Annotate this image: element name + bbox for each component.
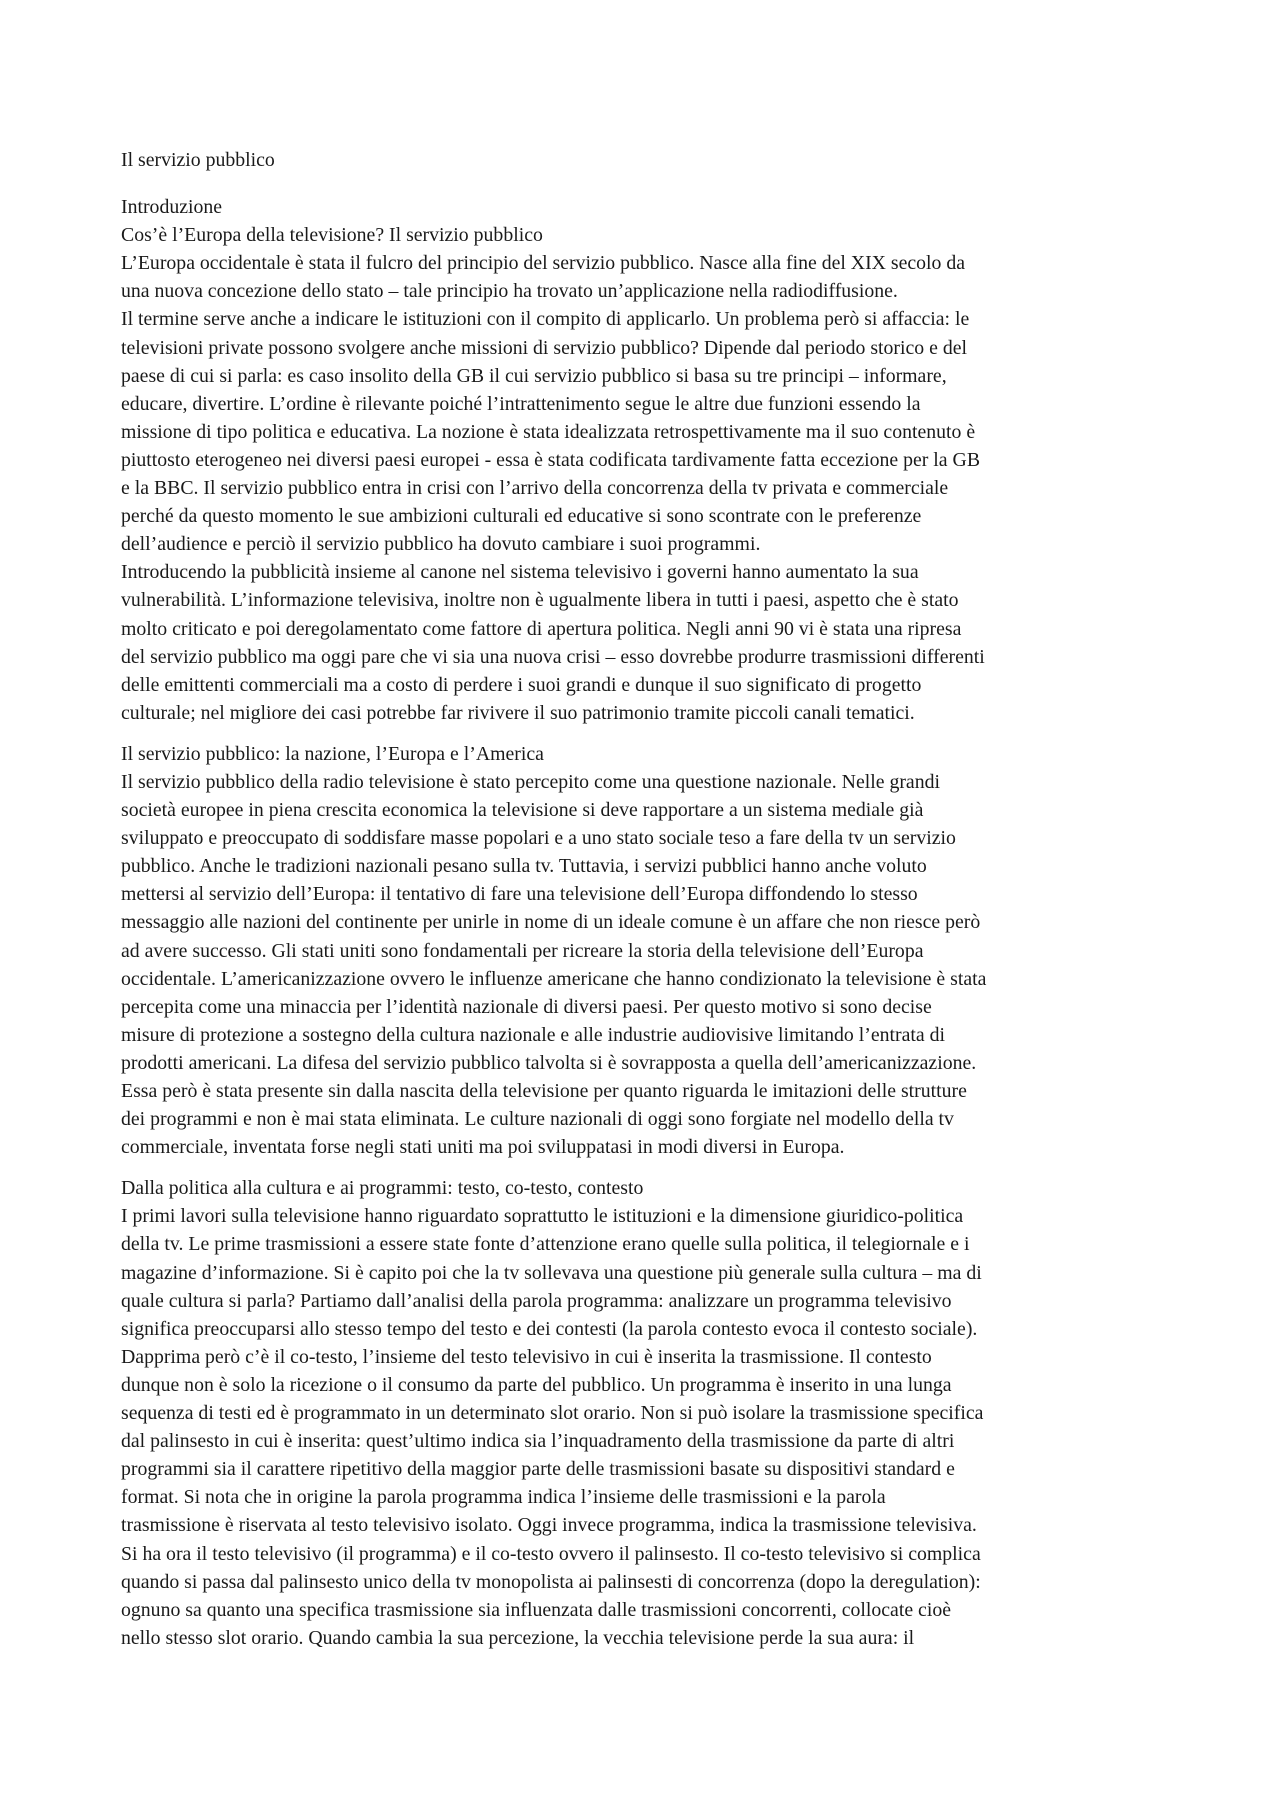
paragraph-line: occidentale. L’americanizzazione ovvero le influenze americane che hanno condizionato la televisione è stata — [121, 967, 987, 990]
paragraph-line: vulnerabilità. L’informazione televisiva, inoltre non è ugualmente libera in tutti i paesi, aspetto che è stato — [121, 589, 959, 612]
document-section — [121, 1174, 1176, 1652]
paragraph-line: I primi lavori sulla televisione hanno riguardato soprattutto le istituzioni e la dimensione giuridico-politica — [121, 1205, 964, 1228]
paragraph-line: misure di protezione a sostegno della cultura nazionale e alle industrie audiovisive limitando l’entrata di — [121, 1023, 945, 1046]
section-heading: Il servizio pubblico: la nazione, l’Europa e l’America — [121, 742, 544, 765]
paragraph — [121, 768, 1176, 1161]
paragraph — [121, 558, 1176, 727]
paragraph-line: quando si passa dal palinsesto unico della tv monopolista ai palinsesti di concorrenza (dopo la deregulation): — [121, 1570, 981, 1593]
paragraph-line: e la BBC. Il servizio pubblico entra in crisi con l’arrivo della concorrenza della tv privata e commerciale — [121, 477, 949, 500]
paragraph — [121, 249, 1176, 305]
paragraph-line: nello stesso slot orario. Quando cambia la sua percezione, la vecchia televisione perde la sua aura: il — [121, 1626, 915, 1649]
paragraph-line: significa preoccuparsi allo stesso tempo del testo e dei contesti (la parola contesto evoca il contesto sociale). — [121, 1317, 978, 1340]
paragraph-line: dunque non è solo la ricezione o il consumo da parte del pubblico. Un programma è inserito in una lunga — [121, 1373, 952, 1396]
document-title: Il servizio pubblico — [121, 149, 275, 171]
section-heading: Cos’è l’Europa della televisione? Il servizio pubblico — [121, 224, 543, 247]
paragraph — [121, 305, 1176, 558]
paragraph-line: del servizio pubblico ma oggi pare che vi sia una nuova crisi – esso dovrebbe produrre trasmissioni differenti — [121, 645, 985, 668]
paragraph-line: piuttosto eterogeneo nei diversi paesi europei - essa è stata codificata tardivamente fatta eccezione per la GB — [121, 448, 981, 471]
paragraph-line: L’Europa occidentale è stata il fulcro del principio del servizio pubblico. Nasce alla fine del XIX secolo da — [121, 252, 966, 275]
paragraph-line: pubblico. Anche le tradizioni nazionali pesano sulla tv. Tuttavia, i servizi pubblici hanno anche voluto — [121, 855, 927, 878]
paragraph-line: programmi sia il carattere ripetitivo della maggior parte delle trasmissioni basate su dispositivi standard e — [121, 1458, 955, 1481]
paragraph-line: dal palinsesto in cui è inserita: quest’ultimo indica sia l’inquadramento della trasmissione da parte di altri — [121, 1430, 955, 1453]
paragraph-line: quale cultura si parla? Partiamo dall’analisi della parola programma: analizzare un programma televisivo — [121, 1289, 952, 1312]
paragraph-line: Dapprima però c’è il co-testo, l’insieme del testo televisivo in cui è inserita la trasmissione. Il contesto — [121, 1345, 932, 1368]
section-heading: Dalla politica alla cultura e ai programmi: testo, co-testo, contesto — [121, 1177, 644, 1200]
paragraph-line: perché da questo momento le sue ambizioni culturali ed educative si sono scontrate con le preferenze — [121, 505, 922, 528]
section-heading: Introduzione — [121, 196, 223, 219]
paragraph-line: sequenza di testi ed è programmato in un determinato slot orario. Non si può isolare la trasmissione specifica — [121, 1402, 984, 1425]
paragraph-line: dei programmi e non è mai stata eliminata. Le culture nazionali di oggi sono forgiate nel modello della tv — [121, 1108, 954, 1131]
paragraph-line: messaggio alle nazioni del continente per unirle in nome di un ideale comune è un affare che non riesce però — [121, 911, 981, 934]
paragraph-line: televisioni private possono svolgere anche missioni di servizio pubblico? Dipende dal periodo storico e del — [121, 336, 967, 359]
paragraph — [121, 1202, 1176, 1652]
paragraph-line: delle emittenti commerciali ma a costo di perdere i suoi grandi e dunque il suo significato di progetto — [121, 673, 922, 696]
paragraph-line: Essa però è stata presente sin dalla nascita della televisione per quanto riguarda le imitazioni delle strutture — [121, 1080, 967, 1102]
document-section — [121, 740, 1176, 1161]
document-page — [121, 146, 1176, 1665]
paragraph-line: una nuova concezione dello stato – tale principio ha trovato un’applicazione nella radiodiffusione. — [121, 280, 898, 303]
paragraph-line: prodotti americani. La difesa del servizio pubblico talvolta si è sovrapposta a quella dell’americanizzazione. — [121, 1051, 977, 1074]
paragraph-line: missione di tipo politica e educativa. La nozione è stata idealizzata retrospettivamente ma il suo contenuto è — [121, 420, 976, 443]
paragraph-line: magazine d’informazione. Si è capito poi che la tv sollevava una questione più generale sulla cultura – ma di — [121, 1261, 982, 1284]
paragraph-line: format. Si nota che in origine la parola programma indica l’insieme delle trasmissioni e la parola — [121, 1486, 886, 1509]
paragraph-line: Si ha ora il testo televisivo (il programma) e il co-testo ovvero il palinsesto. Il co-testo televisivo si complica — [121, 1542, 981, 1565]
paragraph-line: sviluppato e preoccupato di soddisfare masse popolari e a uno stato sociale teso a fare della tv un servizio — [121, 827, 956, 850]
document-section — [121, 193, 1176, 727]
paragraph-line: ognuno sa quanto una specifica trasmissione sia influenzata dalle trasmissioni concorrenti, collocate cioè — [121, 1598, 951, 1621]
paragraph-line: percepita come una minaccia per l’identità nazionale di diversi paesi. Per questo motivo si sono decise — [121, 995, 932, 1018]
paragraph-line: Il termine serve anche a indicare le istituzioni con il compito di applicarlo. Un problema però si affaccia: le — [121, 308, 970, 331]
paragraph-line: commerciale, inventata forse negli stati uniti ma poi sviluppatasi in modi diversi in Europa. — [121, 1136, 845, 1159]
paragraph-line: società europee in piena crescita economica la televisione si deve rapportare a un sistema mediale già — [121, 799, 924, 822]
paragraph-line: Il servizio pubblico della radio televisione è stato percepito come una questione nazionale. Nelle grandi — [121, 770, 940, 793]
paragraph-line: molto criticato e poi deregolamentato come fattore di apertura politica. Negli anni 90 vi è stata una ripresa — [121, 617, 962, 640]
paragraph-line: della tv. Le prime trasmissioni a essere state fonte d’attenzione erano quelle sulla politica, il telegiornale e i — [121, 1233, 970, 1256]
paragraph-line: culturale; nel migliore dei casi potrebbe far rivivere il suo patrimonio tramite piccoli canali tematici. — [121, 701, 915, 724]
paragraph-line: ad avere successo. Gli stati uniti sono fondamentali per ricreare la storia della televisione dell’Europa — [121, 939, 924, 962]
paragraph-line: educare, divertire. L’ordine è rilevante poiché l’intrattenimento segue le altre due funzioni essendo la — [121, 392, 921, 415]
paragraph-line: dell’audience e perciò il servizio pubblico ha dovuto cambiare i suoi programmi. — [121, 533, 761, 556]
paragraph-line: paese di cui si parla: es caso insolito della GB il cui servizio pubblico si basa su tre principi – informare, — [121, 364, 947, 387]
paragraph-line: trasmissione è riservata al testo televisivo isolato. Oggi invece programma, indica la trasmissione televisiva. — [121, 1514, 977, 1537]
paragraph-line: Introducendo la pubblicità insieme al canone nel sistema televisivo i governi hanno aumentato la sua — [121, 561, 919, 584]
document-body — [121, 193, 1176, 1652]
paragraph-line: mettersi al servizio dell’Europa: il tentativo di fare una televisione dell’Europa diffondendo lo stesso — [121, 883, 918, 906]
